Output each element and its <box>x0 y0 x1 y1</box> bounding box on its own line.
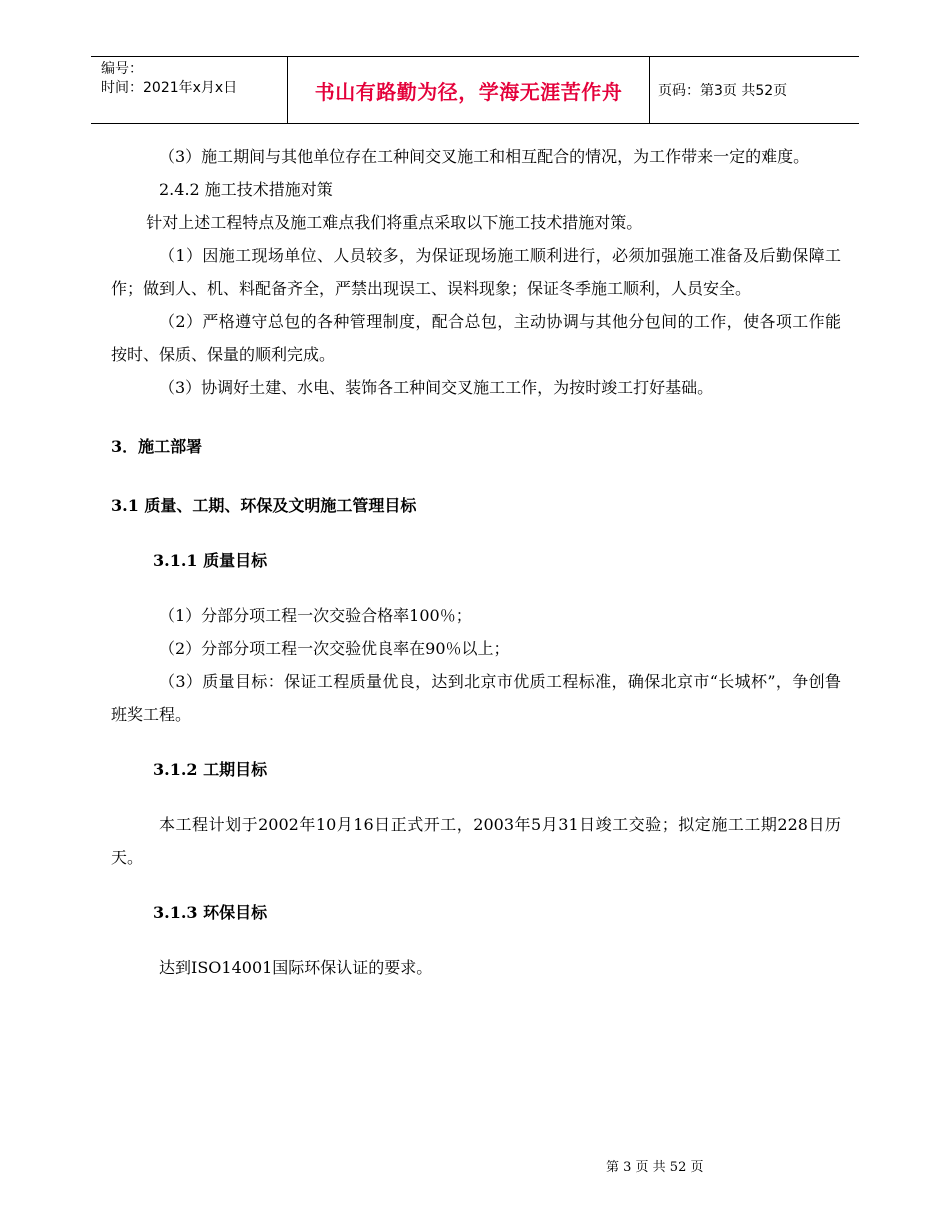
paragraph-quality-2: （2）分部分项工程一次交验优良率在90％以上； <box>159 639 510 658</box>
header-meta <box>91 57 287 123</box>
paragraph-difficulty-3: （3）施工期间与其他单位存在工种间交叉施工和相互配合的情况，为工作带来一定的难度。 <box>159 147 810 166</box>
section-heading-3-1: 3.1 质量、工期、环保及文明施工管理目标 <box>111 496 417 515</box>
footer-page-number: 第 3 页 共 52 页 <box>606 1160 704 1175</box>
header-motto: 书山有路勤为径，学海无涯苦作舟 <box>314 79 623 104</box>
paragraph-quality-3: （3）质量目标：保证工程质量优良，达到北京市优质工程标准，确保北京市“长城杯”，争创鲁班奖工程。 <box>111 672 841 724</box>
header-page-info <box>650 57 859 123</box>
paragraph-measure-1: （1）因施工现场单位、人员较多，为保证现场施工顺利进行，必须加强施工准备及后勤保障工作；做到人、机、料配备齐全，严禁出现误工、误料现象；保证冬季施工顺利，人员安全。 <box>111 246 841 298</box>
header-motto-cell <box>287 57 650 123</box>
paragraph-environment: 达到ISO14001国际环保认证的要求。 <box>159 958 433 977</box>
section-heading-3: 3．施工部署 <box>111 437 203 456</box>
section-heading-3-1-3: 3.1.3 环保目标 <box>153 903 268 922</box>
section-heading-2-4-2: 2.4.2 施工技术措施对策 <box>159 180 333 199</box>
paragraph-measure-3: （3）协调好土建、水电、装饰各工种间交叉施工工作，为按时竣工打好基础。 <box>159 378 714 397</box>
paragraph-measures-intro: 针对上述工程特点及施工难点我们将重点采取以下施工技术措施对策。 <box>146 213 643 232</box>
header-page-number: 页码：第3页 共52页 <box>658 83 788 99</box>
header-number-label: 编号： <box>101 61 143 77</box>
section-heading-3-1-2: 3.1.2 工期目标 <box>153 760 268 779</box>
paragraph-quality-1: （1）分部分项工程一次交验合格率100％； <box>159 606 472 625</box>
document-body <box>111 140 841 984</box>
paragraph-measure-2: （2）严格遵守总包的各种管理制度，配合总包，主动协调与其他分包间的工作，使各项工作能按时、保质、保量的顺利完成。 <box>111 312 841 364</box>
section-heading-3-1-1: 3.1.1 质量目标 <box>153 551 268 570</box>
page-header <box>91 56 859 124</box>
paragraph-schedule: 本工程计划于2002年10月16日正式开工，2003年5月31日竣工交验；拟定施工工期228日历天。 <box>111 815 841 867</box>
header-time-label: 时间：2021年x月x日 <box>101 80 238 96</box>
